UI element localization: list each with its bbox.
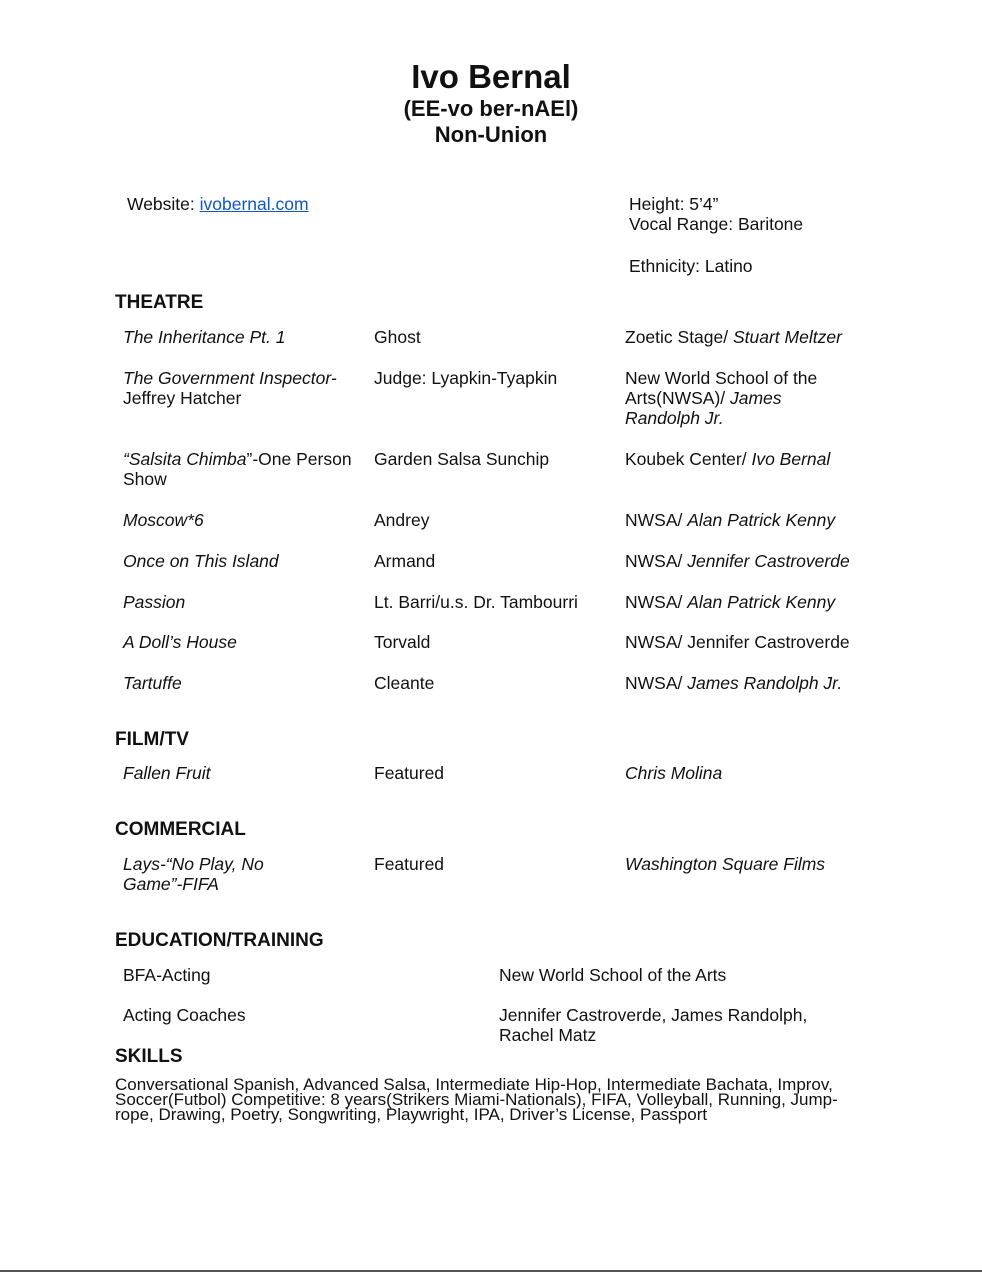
credit-title: The Government Inspector-Jeffrey Hatcher — [123, 368, 337, 408]
name-pronunciation: (EE-vo ber-nAEl) — [403, 96, 579, 121]
credit-title: Lays-“No Play, No Game”-FIFA — [123, 854, 264, 894]
credit-venue: Koubek Center/ Ivo Bernal — [625, 449, 831, 469]
website-link[interactable]: ivobernal.com — [199, 194, 309, 214]
credit-title: Once on This Island — [123, 551, 279, 571]
credit-venue: NWSA/ Jennifer Castroverde — [625, 551, 850, 571]
section-heading-theatre: THEATRE — [115, 292, 204, 313]
page-bottom-divider — [0, 1270, 982, 1272]
credit-title: Passion — [123, 592, 186, 612]
credit-role: Cleante — [374, 673, 435, 693]
credit-director: Chris Molina — [625, 763, 723, 783]
website-label: Website: — [127, 194, 195, 214]
credit-role: Lt. Barri/u.s. Dr. Tambourri — [374, 592, 578, 612]
section-heading-education: EDUCATION/TRAINING — [115, 930, 324, 951]
credit-venue: NWSA/ Alan Patrick Kenny — [625, 592, 836, 612]
section-heading-film-tv: FILM/TV — [115, 729, 189, 750]
credit-venue: NWSA/ Jennifer Castroverde — [625, 632, 850, 652]
vocal-range: Vocal Range: Baritone — [629, 214, 804, 234]
credit-role: Featured — [374, 854, 445, 874]
ethnicity: Ethnicity: Latino — [629, 256, 753, 276]
credit-title: Fallen Fruit — [123, 763, 211, 783]
website-line — [127, 194, 309, 215]
credit-venue: New World School of the Arts(NWSA)/ James Randolph Jr. — [625, 368, 818, 428]
height: Height: 5’4” — [629, 194, 719, 214]
education-value: Jennifer Castroverde, James Randolph, Rachel Matz — [499, 1005, 808, 1045]
credit-role: Garden Salsa Sunchip — [374, 449, 550, 469]
skills-text: Conversational Spanish, Advanced Salsa, Intermediate Hip-Hop, Intermediate Bachata, Improv, Soccer(Futbol) Competitive: 8 years(Strikers Miami-Nationals), FIFA, Volleyball, Running, Jump-rope, Drawing, Poetry, Songwriting, Playwright, IPA, Driver’s License, Passport — [115, 1075, 838, 1124]
credit-venue: Zoetic Stage/ Stuart Meltzer — [625, 327, 842, 347]
credit-role: Torvald — [374, 632, 431, 652]
credit-title: The Inheritance Pt. 1 — [123, 327, 286, 347]
credit-role: Armand — [374, 551, 436, 571]
section-heading-commercial: COMMERCIAL — [115, 819, 246, 840]
section-heading-skills: SKILLS — [115, 1046, 183, 1067]
credit-role: Judge: Lyapkin-Tyapkin — [374, 368, 558, 388]
credit-title: Moscow*6 — [123, 510, 204, 530]
education-value: New World School of the Arts — [499, 965, 727, 985]
credit-title: Tartuffe — [123, 673, 182, 693]
education-label: BFA-Acting — [123, 965, 211, 985]
actor-name: Ivo Bernal — [411, 58, 571, 95]
credit-role: Ghost — [374, 327, 421, 347]
credit-role: Featured — [374, 763, 445, 783]
credit-title: A Doll’s House — [123, 632, 237, 652]
education-label: Acting Coaches — [123, 1005, 246, 1025]
credit-title: “Salsita Chimba”-One Person Show — [123, 449, 352, 489]
credit-venue: NWSA/ James Randolph Jr. — [625, 673, 843, 693]
credit-venue: NWSA/ Alan Patrick Kenny — [625, 510, 836, 530]
union-status: Non-Union — [434, 122, 548, 147]
credit-role: Andrey — [374, 510, 430, 530]
credit-director: Washington Square Films — [625, 854, 826, 874]
